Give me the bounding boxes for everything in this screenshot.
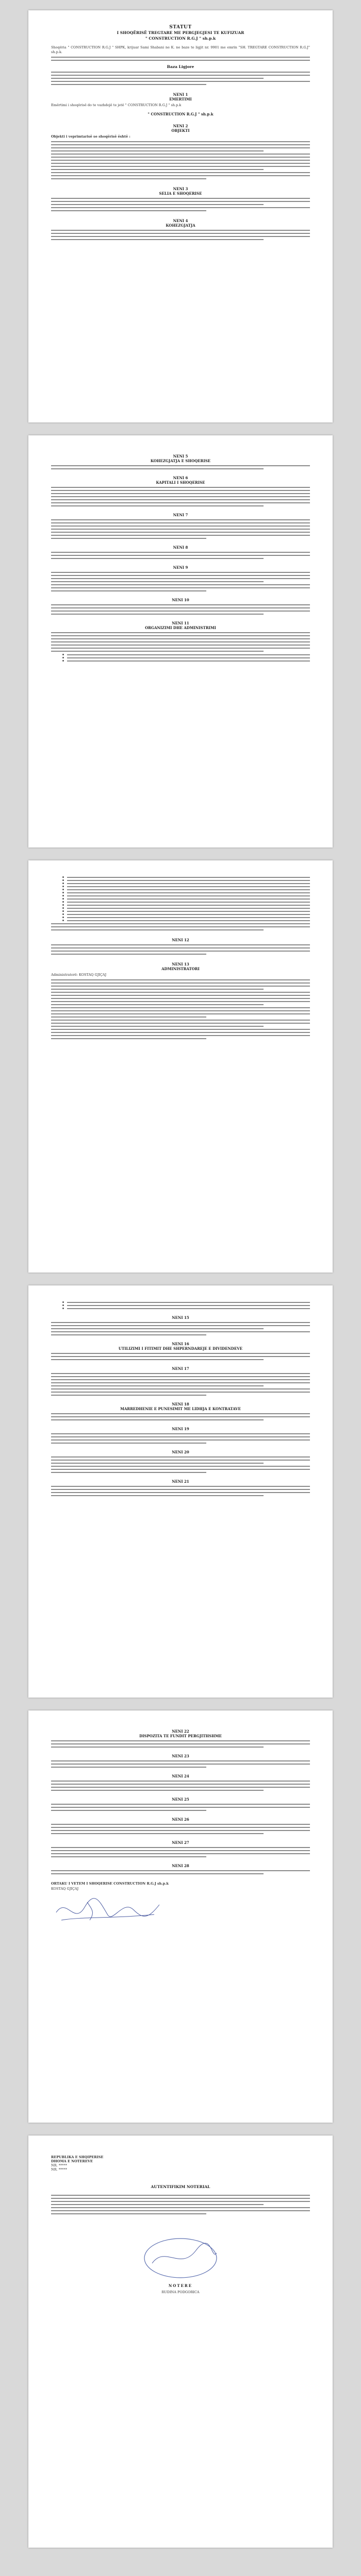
text-line <box>67 920 310 921</box>
text-line <box>51 1870 310 1871</box>
text-line <box>51 1486 310 1487</box>
document-page-1 <box>28 10 333 422</box>
text-line <box>51 1747 264 1748</box>
text-line <box>67 914 310 915</box>
list-item <box>62 920 310 921</box>
text-line <box>67 902 310 903</box>
text-line <box>51 1804 310 1805</box>
text-line <box>51 1035 310 1036</box>
text-line <box>51 150 264 151</box>
list-item <box>62 889 310 890</box>
bullet-icon <box>62 1304 64 1306</box>
text-line <box>51 490 310 491</box>
text-line <box>51 572 310 573</box>
list-item <box>62 879 310 881</box>
text-line <box>51 947 310 948</box>
text-line <box>51 1472 206 1473</box>
text-line <box>51 558 264 559</box>
article-7-number: NENI 7 <box>173 513 188 517</box>
text-line <box>51 178 206 179</box>
text-line <box>51 1373 310 1374</box>
document-page-3 <box>28 860 333 1273</box>
text-line <box>51 1436 310 1437</box>
text-line <box>51 1334 206 1335</box>
text-line <box>51 1038 206 1039</box>
text-line <box>51 1460 310 1461</box>
list-item <box>62 913 310 915</box>
text-line <box>51 641 310 642</box>
text-line <box>51 163 310 164</box>
text-line <box>51 493 310 494</box>
document-page-2 <box>28 435 333 848</box>
list-item <box>62 910 310 912</box>
text-line <box>51 1395 206 1396</box>
text-line <box>51 141 310 142</box>
ref-number-1: NR. ***** <box>51 2163 67 2167</box>
text-line <box>51 998 310 999</box>
bullet-icon <box>62 1308 64 1309</box>
text-line <box>51 1379 310 1380</box>
list-item <box>62 883 310 884</box>
text-line <box>51 1847 310 1848</box>
text-line <box>51 638 310 639</box>
text-line <box>67 880 310 881</box>
text-line <box>51 1359 264 1360</box>
text-line <box>51 1495 264 1496</box>
text-line <box>67 1302 310 1303</box>
text-line <box>51 1376 310 1377</box>
article-10-number: NENI 10 <box>172 598 189 602</box>
text-line <box>51 487 310 488</box>
text-line <box>51 72 310 73</box>
text-line <box>67 654 310 655</box>
text-line <box>67 1305 310 1306</box>
text-line <box>51 929 264 930</box>
text-line <box>51 611 310 612</box>
bullet-icon <box>62 876 64 878</box>
bullet-icon <box>62 898 64 900</box>
text-line <box>51 60 310 61</box>
text-line <box>51 1830 310 1831</box>
text-line <box>51 1790 264 1791</box>
text-line <box>51 1325 310 1326</box>
intro-paragraph: Shoqëria " CONSTRUCTION R.G.J " SHPK, krijuar Sami Shabani ne K. ne baze te ligjit nr. 9901 me emrin "SH. TREGTARE CONSTRUCTION R.G.J" sh.p.k. <box>51 45 310 54</box>
text-line <box>51 1385 264 1386</box>
article-21-number: NENI 21 <box>172 1479 189 1484</box>
text-line <box>51 986 310 987</box>
ref-number-2: NR. ***** <box>51 2167 67 2172</box>
text-line <box>51 926 310 927</box>
text-line <box>51 160 310 161</box>
text-line <box>67 657 310 658</box>
article-1-title: EMERTIMI <box>169 97 192 101</box>
article-26-number: NENI 26 <box>172 1817 189 1822</box>
text-line <box>51 75 310 76</box>
bullet-icon <box>62 907 64 909</box>
handwritten-signature <box>51 1892 165 1928</box>
text-line <box>51 1456 310 1458</box>
text-line <box>51 1023 310 1024</box>
text-line <box>51 1013 310 1014</box>
text-line <box>51 1439 310 1440</box>
text-line <box>51 1392 310 1393</box>
text-line <box>51 1827 310 1828</box>
text-line <box>51 1433 310 1434</box>
signatory-name: KOSTAQ GJIÇAJ <box>51 1887 79 1891</box>
text-line <box>51 635 310 636</box>
text-line <box>51 198 310 199</box>
list-item <box>62 886 310 887</box>
article-20-number: NENI 20 <box>172 1450 189 1454</box>
article-4-title: KOHEZGJATJA <box>166 223 195 228</box>
text-line <box>51 989 264 990</box>
text-line <box>51 1873 264 1874</box>
text-line <box>51 526 310 527</box>
text-line <box>51 578 310 579</box>
article-27-number: NENI 27 <box>172 1840 189 1845</box>
text-line <box>51 1388 310 1389</box>
list-item <box>62 892 310 893</box>
text-line <box>51 532 310 533</box>
text-line <box>67 892 310 893</box>
text-line <box>51 1010 310 1011</box>
text-line <box>51 1787 310 1788</box>
list-item <box>62 654 310 655</box>
text-line <box>51 1020 310 1021</box>
bullet-icon <box>62 660 64 662</box>
text-line <box>51 230 310 231</box>
article-13-number: NENI 13 <box>172 962 189 967</box>
bullet-icon <box>62 879 64 881</box>
text-line <box>51 1807 310 1808</box>
article-24-number: NENI 24 <box>172 1774 189 1778</box>
article-6-number: NENI 6 <box>173 476 188 480</box>
list-item <box>62 660 310 662</box>
text-line <box>51 1463 264 1464</box>
article-2-number: NENI 2 <box>173 124 188 128</box>
bullet-icon <box>62 904 64 906</box>
text-line <box>51 1853 310 1854</box>
text-line <box>51 233 310 234</box>
text-line <box>51 607 310 608</box>
text-line <box>51 169 264 170</box>
text-line <box>51 1416 310 1417</box>
text-line <box>51 468 264 469</box>
article-2-title: OBJEKTI <box>171 128 190 133</box>
bullet-icon <box>62 920 64 921</box>
article-16-number: NENI 16 <box>172 1342 189 1346</box>
bullet-icon <box>62 917 64 918</box>
article-3-number: NENI 3 <box>173 187 188 191</box>
bullet-icon <box>62 913 64 915</box>
list-item <box>62 907 310 909</box>
text-line <box>67 1308 310 1309</box>
bullet-icon <box>62 657 64 658</box>
article-13-title: ADMINISTRATORI <box>161 967 200 971</box>
text-line <box>67 917 310 918</box>
notary-title: AUTENTIFIKIM NOTERIAL <box>151 2184 210 2189</box>
text-line <box>51 505 264 506</box>
article-3-title: SELIA E SHOQERISE <box>159 191 202 196</box>
document-page-6 <box>28 2136 333 2548</box>
text-line <box>51 57 310 58</box>
article-11-title: ORGANIZIMI DHE ADMINISTRIMI <box>145 625 216 630</box>
text-line <box>51 923 310 924</box>
text-line <box>51 1032 310 1033</box>
text-line <box>51 2195 310 2196</box>
text-line <box>51 992 310 993</box>
bullet-icon <box>62 654 64 655</box>
text-line <box>67 895 310 896</box>
text-line <box>51 651 264 652</box>
text-line <box>51 1029 310 1030</box>
text-line <box>51 81 310 82</box>
text-line <box>51 1413 310 1414</box>
text-line <box>51 584 310 585</box>
stamp-icon <box>139 2235 222 2281</box>
article-23-number: NENI 23 <box>172 1754 189 1758</box>
list-item <box>62 898 310 900</box>
list-item <box>62 657 310 658</box>
document-page-5 <box>28 1710 333 2123</box>
article-1-company-name: " CONSTRUCTION R.G.J " sh.p.k <box>147 112 214 116</box>
text-line <box>51 1466 310 1467</box>
list-item <box>62 904 310 906</box>
list-item <box>62 895 310 896</box>
text-line <box>51 236 310 237</box>
text-line <box>51 632 310 633</box>
text-line <box>51 587 310 588</box>
text-line <box>51 1781 310 1782</box>
bullet-icon <box>62 901 64 903</box>
administrator-line: Administratorë: KOSTAQ GJIÇAJ <box>51 973 107 977</box>
text-line <box>51 604 310 605</box>
list-item <box>62 1308 310 1309</box>
text-line <box>67 886 310 887</box>
text-line <box>51 954 206 955</box>
text-line <box>51 1489 310 1490</box>
text-line <box>67 899 310 900</box>
text-line <box>51 1767 206 1768</box>
text-line <box>51 522 310 523</box>
text-line <box>67 889 310 890</box>
article-28-number: NENI 28 <box>172 1863 189 1868</box>
text-line <box>51 502 310 503</box>
article-17-number: NENI 17 <box>172 1366 189 1371</box>
text-line <box>51 175 310 176</box>
text-line <box>51 1740 310 1741</box>
text-line <box>51 645 310 646</box>
text-line <box>51 166 310 167</box>
article-22-number: NENI 22 <box>172 1729 189 1734</box>
text-line <box>51 552 310 553</box>
text-line <box>51 1328 264 1329</box>
article-11-number: NENI 11 <box>172 621 189 625</box>
text-line <box>51 78 264 79</box>
stamp-word: NOTERE <box>168 2283 193 2288</box>
article-8-number: NENI 8 <box>173 545 188 550</box>
text-line <box>51 1810 206 1811</box>
text-line <box>51 529 310 530</box>
text-line <box>51 614 264 615</box>
text-line <box>51 201 310 202</box>
text-line <box>51 1469 310 1470</box>
text-line <box>51 535 310 536</box>
article-5-number: NENI 5 <box>173 454 188 459</box>
text-line <box>67 877 310 878</box>
text-line <box>51 1743 310 1744</box>
article-1-text: Emërtimi i shoqërisë do te vazhdojë te jetë " CONSTRUCTION R.G.J " sh.p.k <box>51 103 182 107</box>
text-line <box>51 1001 310 1002</box>
list-item <box>62 901 310 903</box>
text-line <box>67 660 310 662</box>
text-line <box>51 1419 264 1420</box>
bullet-icon <box>62 883 64 884</box>
chamber-heading: DHOMA E NOTEREVE <box>51 2159 93 2163</box>
list-item <box>62 1304 310 1306</box>
text-line <box>51 496 310 497</box>
company-name-heading: " CONSTRUCTION R.G.J " sh.p.k <box>145 36 216 41</box>
text-line <box>51 1850 310 1851</box>
text-line <box>51 2204 264 2205</box>
article-1-number: NENI 1 <box>173 92 188 97</box>
article-5-title: KOHEZGJATJA E SHOQERISE <box>150 459 211 463</box>
list-item <box>62 1301 310 1303</box>
list-item <box>62 876 310 878</box>
text-line <box>51 581 264 582</box>
article-18-number: NENI 18 <box>172 1402 189 1406</box>
text-line <box>51 154 310 155</box>
text-line <box>51 1322 310 1323</box>
notary-stamp <box>51 2235 310 2294</box>
text-line <box>51 944 310 945</box>
text-line <box>51 1016 206 1018</box>
text-line <box>51 1760 310 1761</box>
text-line <box>51 1356 310 1357</box>
text-line <box>51 1784 310 1785</box>
text-line <box>51 519 310 520</box>
article-22-title: DISPOZITA TE FUNDIT PERGJITHSHME <box>139 1734 222 1738</box>
text-line <box>51 575 310 576</box>
text-line <box>67 908 310 909</box>
text-line <box>51 144 310 145</box>
text-line <box>51 465 310 466</box>
text-line <box>67 905 310 906</box>
text-line <box>51 2198 310 2199</box>
text-line <box>51 1492 310 1493</box>
text-line <box>51 1443 206 1444</box>
text-line <box>67 883 310 884</box>
text-line <box>51 951 310 952</box>
list-item <box>62 917 310 918</box>
article-19-number: NENI 19 <box>172 1427 189 1431</box>
signature-label: ORTAKU I VETEM I SHOQERISE CONSTRUCTION R.G.J sh.p.k <box>51 1882 169 1886</box>
text-line <box>51 207 310 208</box>
text-line <box>51 1382 310 1383</box>
bullet-icon <box>62 892 64 893</box>
notary-name: RUDINA PODGORICA <box>161 2290 200 2294</box>
text-line <box>51 147 310 148</box>
text-line <box>51 979 310 980</box>
text-line <box>51 995 310 996</box>
text-line <box>51 2213 206 2214</box>
statute-title: STATUT <box>169 25 192 30</box>
text-line <box>51 2210 310 2211</box>
text-line <box>67 911 310 912</box>
text-line <box>51 1856 206 1857</box>
bullet-icon <box>62 889 64 890</box>
text-line <box>51 2207 310 2208</box>
bullet-icon <box>62 886 64 887</box>
text-line <box>51 210 206 211</box>
republic-heading: REPUBLIKA E SHQIPERISE <box>51 2155 104 2159</box>
text-line <box>51 1026 264 1027</box>
text-line <box>51 982 310 984</box>
article-4-number: NENI 4 <box>173 218 188 223</box>
bullet-icon <box>62 1301 64 1303</box>
company-type-heading: I SHOQËRISË TREGTARE ME PERGJEGJESI TE KUFIZUAR <box>117 30 244 35</box>
text-line <box>51 172 310 173</box>
text-line <box>51 538 206 539</box>
text-line <box>51 648 310 649</box>
text-line <box>51 2201 310 2202</box>
document-page-4 <box>28 1285 333 1698</box>
text-line <box>51 590 206 591</box>
article-16-title: UTILIZIMI I FITIMIT DHE SHPERNDAREJE E DIVIDENDEVE <box>118 1346 243 1351</box>
article-9-number: NENI 9 <box>173 565 188 570</box>
text-line <box>51 84 206 85</box>
text-line <box>51 1824 310 1825</box>
article-2-subheading: Objekti i veprimtarisë se shoqërisë është : <box>51 134 130 139</box>
text-line <box>51 1007 310 1008</box>
text-line <box>51 1004 264 1005</box>
article-12-number: NENI 12 <box>172 938 189 942</box>
text-line <box>51 1833 264 1834</box>
text-line <box>51 157 310 158</box>
text-line <box>51 555 310 556</box>
text-line <box>51 239 264 240</box>
article-18-title: MARREDHENIE E PUNESIMIT ME LIDHJA E KONTRATAVE <box>120 1406 241 1411</box>
legal-basis-heading: Baza Ligjore <box>167 64 194 69</box>
article-6-title: KAPITALI I SHOQERISE <box>156 480 205 485</box>
article-15-number: NENI 15 <box>172 1315 189 1320</box>
text-line <box>51 1764 310 1765</box>
bullet-icon <box>62 910 64 912</box>
article-25-number: NENI 25 <box>172 1797 189 1802</box>
bullet-icon <box>62 895 64 896</box>
text-line <box>51 204 264 205</box>
text-line <box>51 499 310 500</box>
text-line <box>51 1353 310 1354</box>
text-line <box>51 1331 310 1332</box>
